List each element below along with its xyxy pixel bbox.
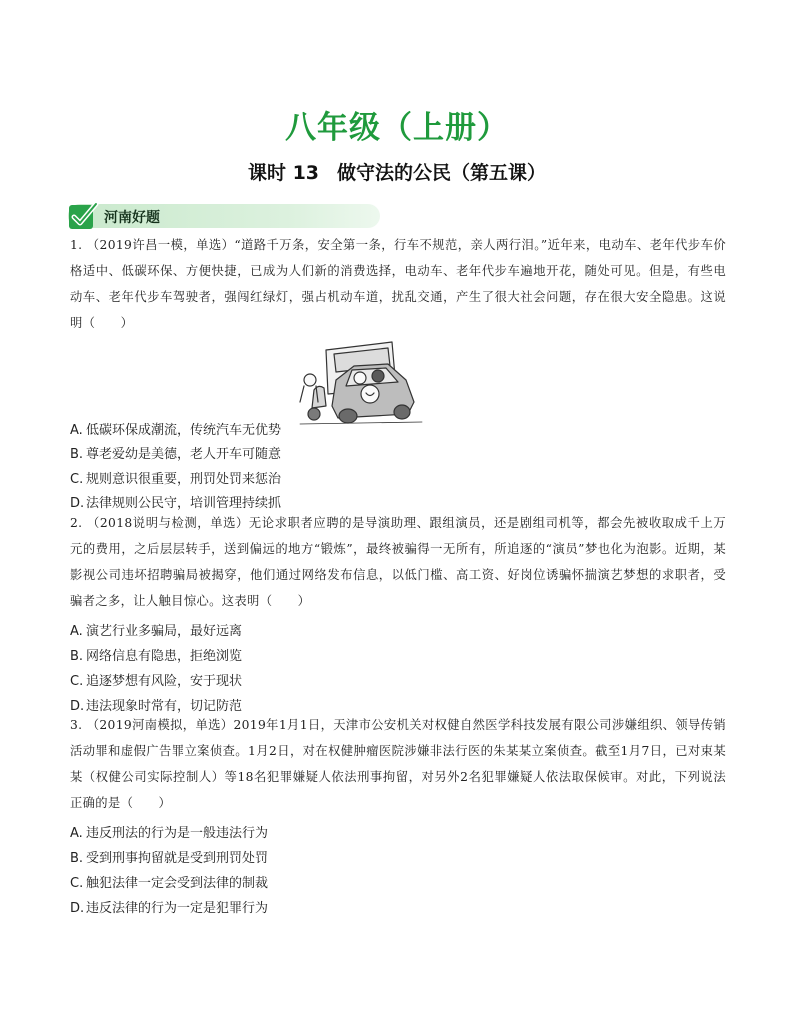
option-text: 演艺行业多骗局，最好远离 xyxy=(86,624,243,639)
option-text: 触犯法律一定会受到法律的制裁 xyxy=(86,876,269,891)
question-3-option-a[interactable] xyxy=(70,822,268,841)
option-text: 违反法律的行为一定是犯罪行为 xyxy=(86,901,269,916)
question-2-option-a[interactable] xyxy=(70,620,242,639)
section-label: 河南好题 xyxy=(104,210,160,226)
question-1-option-b[interactable] xyxy=(70,443,281,462)
option-letter: B. xyxy=(70,851,84,866)
option-text: 规则意识很重要，刑罚处罚来惩治 xyxy=(86,472,282,487)
option-text: 低碳环保成潮流，传统汽车无优势 xyxy=(86,423,282,438)
option-text: 受到刑事拘留就是受到刑罚处罚 xyxy=(86,851,269,866)
question-3-stem: 3. （2019河南模拟，单选）2019年1月1日，天津市公安机关对权健自然医学科技发展有限公司涉嫌组织、领导传销活动罪和虚假广告罪立案侦查。1月2日，对在权健肿瘤医院涉嫌非法行医的朱某某立案侦查。截至1月7日，已对束某某（权健公司实际控制人）等18名犯罪嫌疑人依法刑事拘留，对另外2名犯罪嫌疑人依法取保候审。对此，下列说法正确的是（ ） xyxy=(70,718,726,810)
option-letter: D. xyxy=(70,901,85,916)
question-3-option-d[interactable] xyxy=(70,897,268,916)
question-3-option-b[interactable] xyxy=(70,847,268,866)
option-letter: C. xyxy=(70,674,84,689)
option-letter: C. xyxy=(70,876,84,891)
lesson-name: 做守法的公民（第五课） xyxy=(337,162,547,184)
option-text: 网络信息有隐患，拒绝浏览 xyxy=(86,649,243,664)
question-2-option-b[interactable] xyxy=(70,645,242,664)
option-letter: D. xyxy=(70,699,85,714)
question-1-option-a[interactable] xyxy=(70,419,281,438)
option-letter: B. xyxy=(70,649,84,664)
question-2-option-c[interactable] xyxy=(70,670,242,689)
option-letter: B. xyxy=(70,447,84,462)
option-letter: D. xyxy=(70,496,85,511)
lesson-title xyxy=(0,158,794,185)
question-1-option-c[interactable] xyxy=(70,468,281,487)
check-mark-icon xyxy=(66,200,100,234)
option-letter: A. xyxy=(70,423,83,438)
option-text: 法律规则公民守，培训管理持续抓 xyxy=(86,496,282,511)
lesson-number: 课时 13 xyxy=(247,162,320,184)
option-text: 违法现象时常有，切记防范 xyxy=(86,699,243,714)
option-text: 尊老爱幼是美德，老人开车可随意 xyxy=(86,447,282,462)
option-text: 违反刑法的行为是一般违法行为 xyxy=(86,826,269,841)
question-1-option-d[interactable] xyxy=(70,492,281,511)
question-2-stem: 2. （2018说明与检测，单选）无论求职者应聘的是导演助理、跟组演员，还是剧组司机等，都会先被收取成千上万元的费用，之后层层转手，送到偏远的地方“锻炼”，最终被骗得一无所有，所追逐的“演员”梦也化为泡影。近期，某影视公司违坏招聘骗局被揭穿，他们通过网络发布信息，以低门槛、高工资、好岗位诱骗怀揣演艺梦想的求职者，受骗者之多，让人触目惊心。这表明（ ） xyxy=(70,516,726,608)
traffic-chaos-illustration xyxy=(296,336,426,428)
question-1-stem: 1. （2019许昌一模，单选）“道路千万条，安全第一条，行车不规范，亲人两行泪。”近年来，电动车、老年代步车价格适中、低碳环保、方便快捷，已成为人们新的消费选择，电动车、老年代步车遍地开花，随处可见。但是，有些电动车、老年代步车驾驶者，强闯红绿灯，强占机动车道，扰乱交通，产生了很大社会问题，存在很大安全隐患。这说明（ ） xyxy=(70,238,726,330)
option-letter: C. xyxy=(70,472,84,487)
option-letter: A. xyxy=(70,624,83,639)
option-text: 追逐梦想有风险，安于现状 xyxy=(86,674,243,689)
option-letter: A. xyxy=(70,826,83,841)
grade-title: 八年级（上册） xyxy=(285,110,509,146)
question-3-option-c[interactable] xyxy=(70,872,268,891)
